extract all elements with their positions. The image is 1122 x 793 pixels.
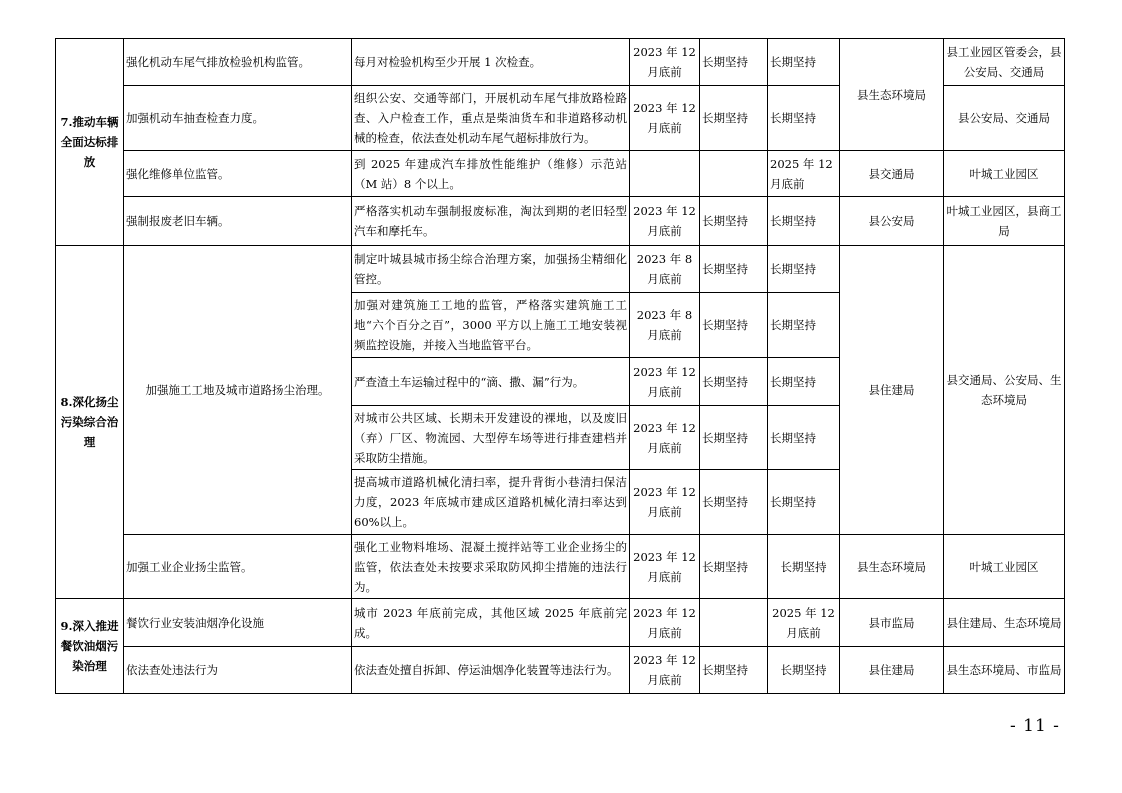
task-cell: 8.深化扬尘污染综合治理 [56, 246, 124, 599]
status-cell: 长期坚持 [768, 246, 840, 293]
status-cell: 长期坚持 [700, 293, 768, 358]
status-cell: 长期坚持 [768, 358, 840, 406]
measure-cell: 强化维修单位监管。 [124, 151, 352, 197]
coop-dept-cell: 县住建局、生态环境局 [944, 599, 1065, 647]
status-cell: 长期坚持 [700, 197, 768, 246]
status-cell: 2025 年 12 月底前 [768, 599, 840, 647]
table-row [56, 246, 1065, 293]
detail-cell: 严格落实机动车强制报废标准，淘汰到期的老旧轻型汽车和摩托车。 [352, 197, 630, 246]
coop-dept-cell: 县交通局、公安局、生态环境局 [944, 246, 1065, 535]
deadline-cell: 2023 年 8 月底前 [630, 293, 700, 358]
table-row [56, 599, 1065, 647]
table-row [56, 535, 1065, 599]
coop-dept-cell: 叶城工业园区，县商工局 [944, 197, 1065, 246]
status-cell [700, 599, 768, 647]
detail-cell: 提高城市道路机械化清扫率，提升背街小巷清扫保洁力度，2023 年底城市建成区道路机械化清扫率达到 60%以上。 [352, 470, 630, 535]
status-cell: 长期坚持 [768, 197, 840, 246]
detail-cell: 组织公安、交通等部门，开展机动车尾气排放路检路查、入户检查工作，重点是柴油货车和非道路移动机械的检查，依法查处机动车尾气超标排放行为。 [352, 86, 630, 151]
deadline-cell: 2023 年 12 月底前 [630, 197, 700, 246]
coop-dept-cell: 叶城工业园区 [944, 151, 1065, 197]
detail-cell: 对城市公共区域、长期未开发建设的裸地，以及废旧（弃）厂区、物流园、大型停车场等进行排查建档并采取防尘措施。 [352, 406, 630, 470]
status-cell: 长期坚持 [700, 470, 768, 535]
deadline-cell: 2023 年 12 月底前 [630, 86, 700, 151]
deadline-cell: 2023 年 12 月底前 [630, 470, 700, 535]
measure-cell: 加强机动车抽查检查力度。 [124, 86, 352, 151]
detail-cell: 强化工业物料堆场、混凝土搅拌站等工业企业扬尘的监管，依法查处未按要求采取防风抑尘措施的违法行为。 [352, 535, 630, 599]
lead-dept-cell: 县生态环境局 [840, 535, 944, 599]
measure-cell: 加强施工工地及城市道路扬尘治理。 [124, 246, 352, 535]
detail-cell: 加强对建筑施工工地的监管，严格落实建筑施工工地“六个百分之百”，3000 平方以上施工工地安装视频监控设施，并接入当地监管平台。 [352, 293, 630, 358]
table-row [56, 39, 1065, 86]
lead-dept-cell: 县住建局 [840, 647, 944, 694]
status-cell: 长期坚持 [700, 647, 768, 694]
deadline-cell: 2023 年 12 月底前 [630, 358, 700, 406]
status-cell: 长期坚持 [700, 246, 768, 293]
measure-cell: 强化机动车尾气排放检验机构监管。 [124, 39, 352, 86]
deadline-cell: 2023 年 12 月底前 [630, 535, 700, 599]
status-cell [700, 151, 768, 197]
coop-dept-cell: 叶城工业园区 [944, 535, 1065, 599]
detail-cell: 每月对检验机构至少开展 1 次检查。 [352, 39, 630, 86]
measure-cell: 强制报废老旧车辆。 [124, 197, 352, 246]
measures-table [55, 38, 1065, 694]
status-cell: 长期坚持 [700, 86, 768, 151]
measure-cell: 餐饮行业安装油烟净化设施 [124, 599, 352, 647]
status-cell: 长期坚持 [700, 358, 768, 406]
deadline-cell [630, 151, 700, 197]
coop-dept-cell: 县生态环境局、市监局 [944, 647, 1065, 694]
lead-dept-cell: 县交通局 [840, 151, 944, 197]
deadline-cell: 2023 年 8 月底前 [630, 246, 700, 293]
detail-cell: 到 2025 年建成汽车排放性能维护（维修）示范站（M 站）8 个以上。 [352, 151, 630, 197]
lead-dept-cell: 县住建局 [840, 246, 944, 535]
table-row [56, 647, 1065, 694]
status-cell: 长期坚持 [768, 39, 840, 86]
table-row [56, 197, 1065, 246]
page-number: - 11 - [1010, 716, 1060, 736]
lead-dept-cell: 县公安局 [840, 197, 944, 246]
lead-dept-cell: 县生态环境局 [840, 39, 944, 151]
deadline-cell: 2023 年 12 月底前 [630, 599, 700, 647]
deadline-cell: 2023 年 12 月底前 [630, 406, 700, 470]
lead-dept-cell: 县市监局 [840, 599, 944, 647]
status-cell: 长期坚持 [768, 647, 840, 694]
status-cell: 长期坚持 [768, 406, 840, 470]
deadline-cell: 2023 年 12 月底前 [630, 647, 700, 694]
deadline-cell: 2023 年 12 月底前 [630, 39, 700, 86]
status-cell: 长期坚持 [768, 535, 840, 599]
detail-cell: 制定叶城县城市扬尘综合治理方案，加强扬尘精细化管控。 [352, 246, 630, 293]
table-row [56, 151, 1065, 197]
status-cell: 长期坚持 [700, 39, 768, 86]
measure-cell: 加强工业企业扬尘监管。 [124, 535, 352, 599]
status-cell: 2025 年 12 月底前 [768, 151, 840, 197]
status-cell: 长期坚持 [768, 293, 840, 358]
status-cell: 长期坚持 [700, 406, 768, 470]
detail-cell: 严查渣土车运输过程中的“滴、撒、漏”行为。 [352, 358, 630, 406]
coop-dept-cell: 县工业园区管委会，县公安局、交通局 [944, 39, 1065, 86]
measure-cell: 依法查处违法行为 [124, 647, 352, 694]
status-cell: 长期坚持 [700, 535, 768, 599]
coop-dept-cell: 县公安局、交通局 [944, 86, 1065, 151]
detail-cell: 依法查处擅自拆卸、停运油烟净化装置等违法行为。 [352, 647, 630, 694]
status-cell: 长期坚持 [768, 470, 840, 535]
task-cell: 7.推动车辆全面达标排放 [56, 39, 124, 246]
status-cell: 长期坚持 [768, 86, 840, 151]
detail-cell: 城市 2023 年底前完成，其他区域 2025 年底前完成。 [352, 599, 630, 647]
task-cell: 9.深入推进餐饮油烟污染治理 [56, 599, 124, 694]
